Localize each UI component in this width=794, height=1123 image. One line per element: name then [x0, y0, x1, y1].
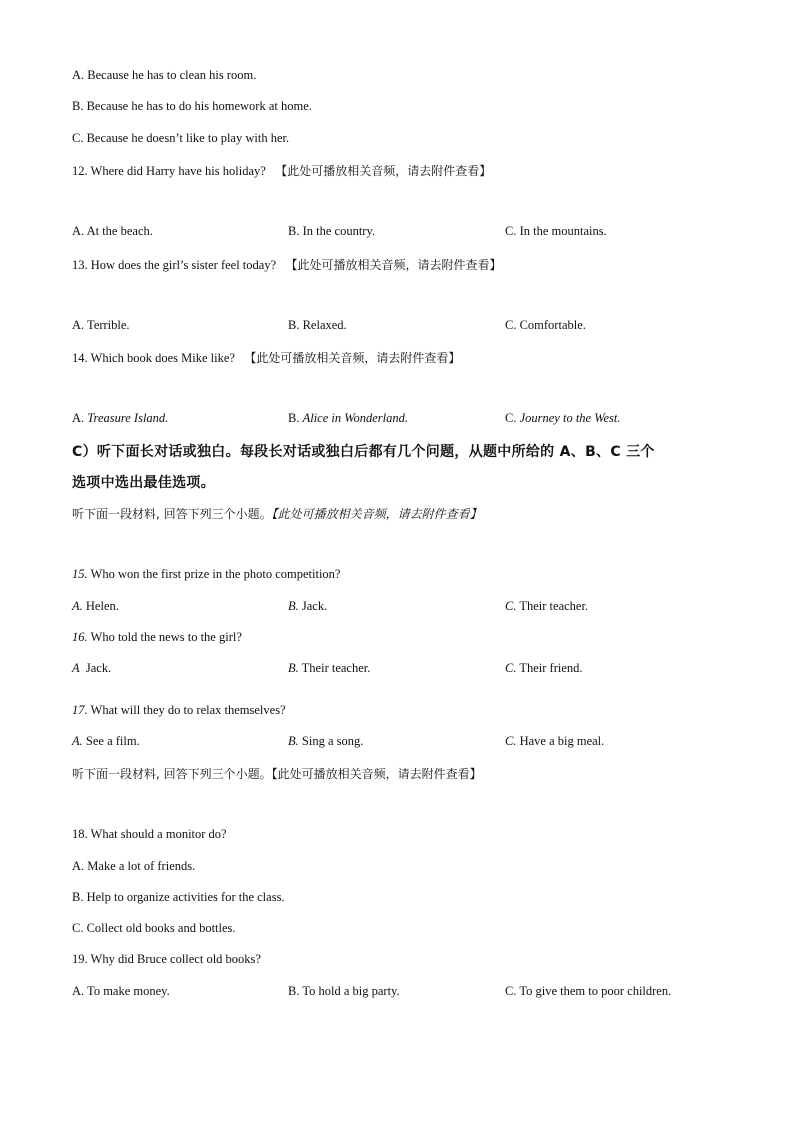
q17-option-a: [72, 734, 140, 749]
q14-option-b-title: Alice in Wonderland.: [302, 411, 409, 425]
q15-option-a-letter: A.: [72, 599, 83, 613]
section-c-instruction-line2: 选项中选出最佳选项。: [72, 475, 215, 491]
q16-option-b-text: Their teacher.: [298, 661, 371, 675]
q14-option-a-title: Treasure Island.: [87, 411, 169, 425]
q15-option-b: [288, 599, 327, 614]
q15-option-b-text: Jack.: [298, 599, 328, 613]
q16-option-b: [288, 661, 370, 676]
q17-text: What will they do to relax themselves?: [87, 703, 286, 717]
q17-option-a-letter: A.: [72, 734, 83, 748]
material-1-audio-note: 【此处可播放相关音频，请去附件查看】: [271, 507, 482, 521]
q11-option-b: B. Because he has to do his homework at home.: [72, 99, 312, 113]
q13-option-b: B. Relaxed.: [288, 318, 347, 332]
q15-option-b-letter: B.: [288, 599, 299, 613]
material-2-text: 听下面一段材料, 回答下列三个小题。: [72, 767, 272, 781]
q17-question: [72, 703, 286, 718]
q16-option-b-letter: B.: [288, 661, 299, 675]
q16-option-c-text: Their friend.: [516, 661, 583, 675]
q17-number: 17.: [72, 703, 88, 717]
q18-option-c: C. Collect old books and bottles.: [72, 921, 236, 935]
q18-question: 18. What should a monitor do?: [72, 827, 227, 841]
q14-option-b-letter: B.: [288, 411, 303, 425]
q14-audio-note: 【此处可播放相关音频，请去附件查看】: [244, 351, 461, 365]
q11-option-c: C. Because he doesn’t like to play with her.: [72, 131, 290, 145]
q12-option-c: C. In the mountains.: [505, 224, 607, 238]
q18-option-a: A. Make a lot of friends.: [72, 859, 196, 873]
q12-option-a: A. At the beach.: [72, 224, 153, 238]
q13-text: 13. How does the girl’s sister feel today?: [72, 258, 277, 272]
q16-option-a-text: Jack.: [79, 661, 112, 675]
q17-option-b-text: Sing a song.: [298, 734, 364, 748]
q19-option-b: B. To hold a big party.: [288, 984, 400, 998]
q14-option-a-letter: A.: [72, 411, 88, 425]
q17-option-b: [288, 734, 363, 749]
q13-option-c: C. Comfortable.: [505, 318, 586, 332]
q17-option-b-letter: B.: [288, 734, 299, 748]
q16-option-c: [505, 661, 583, 676]
q17-option-c: [505, 734, 604, 749]
q14-option-c-letter: C.: [505, 411, 520, 425]
q15-text: Who won the first prize in the photo competition?: [87, 567, 341, 581]
q11-option-a: A. Because he has to clean his room.: [72, 68, 257, 82]
q12-audio-note: 【此处可播放相关音频，请去附件查看】: [275, 164, 492, 178]
q16-text: Who told the news to the girl?: [87, 630, 242, 644]
q16-option-c-letter: C.: [505, 661, 517, 675]
q19-option-a: A. To make money.: [72, 984, 170, 998]
q15-option-a-text: Helen.: [82, 599, 119, 613]
q12-option-b: B. In the country.: [288, 224, 376, 238]
material-2-audio-note: 【此处可播放相关音频，请去附件查看】: [271, 767, 482, 781]
q16-question: [72, 630, 242, 645]
q17-option-a-text: See a film.: [82, 734, 140, 748]
q13-audio-note: 【此处可播放相关音频，请去附件查看】: [285, 258, 502, 272]
material-1-instruction: [72, 505, 482, 522]
q16-option-a: [72, 661, 111, 676]
q18-option-b: B. Help to organize activities for the class.: [72, 890, 285, 904]
q17-option-c-letter: C.: [505, 734, 517, 748]
section-c-instruction-line1: C）听下面长对话或独白。每段长对话或独白后都有几个问题，从题中所给的 A、B、C 三个: [72, 444, 655, 460]
material-2-instruction: [72, 765, 482, 782]
q15-option-c-text: Their teacher.: [516, 599, 589, 613]
q15-question: [72, 567, 340, 582]
q14-option-c-title: Journey to the West.: [519, 411, 621, 425]
q14-text: 14. Which book does Mike like?: [72, 351, 235, 365]
q16-number: 16.: [72, 630, 88, 644]
q13-option-a: A. Terrible.: [72, 318, 130, 332]
q14-option-b: [288, 411, 408, 426]
material-1-text: 听下面一段材料, 回答下列三个小题。: [72, 507, 272, 521]
q13-question: [72, 256, 502, 273]
q14-question: [72, 349, 460, 366]
q16-option-a-letter: A: [72, 661, 80, 675]
q19-option-c: C. To give them to poor children.: [505, 984, 672, 998]
q15-number: 15.: [72, 567, 88, 581]
q15-option-a: [72, 599, 119, 614]
q17-option-c-text: Have a big meal.: [516, 734, 605, 748]
q14-option-a: [72, 411, 168, 426]
q19-question: 19. Why did Bruce collect old books?: [72, 952, 261, 966]
q14-option-c: [505, 411, 621, 426]
q12-text: 12. Where did Harry have his holiday?: [72, 164, 266, 178]
q15-option-c-letter: C.: [505, 599, 517, 613]
q15-option-c: [505, 599, 588, 614]
q12-question: [72, 162, 491, 179]
